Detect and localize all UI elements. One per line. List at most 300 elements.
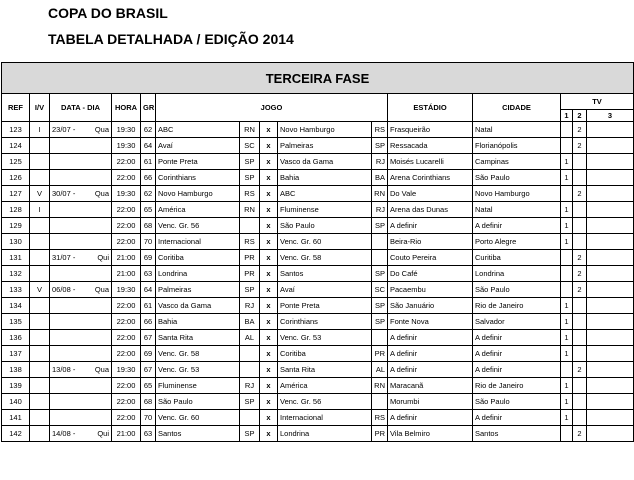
group-cell: 69 bbox=[141, 346, 156, 362]
tv-2-cell: 2 bbox=[573, 138, 587, 154]
home-state: SP bbox=[240, 426, 260, 442]
away-team: Internacional bbox=[278, 410, 372, 426]
tv-1-cell bbox=[561, 138, 573, 154]
home-team: Palmeiras bbox=[156, 282, 240, 298]
table-row bbox=[2, 186, 634, 202]
away-state: BA bbox=[372, 170, 388, 186]
versus-mark: x bbox=[260, 218, 278, 234]
away-state bbox=[372, 330, 388, 346]
ref-cell: 141 bbox=[2, 410, 30, 426]
away-team: Fluminense bbox=[278, 202, 372, 218]
ref-cell: 134 bbox=[2, 298, 30, 314]
tv-2-cell bbox=[573, 346, 587, 362]
weekday-value: Qua bbox=[94, 125, 109, 134]
away-team: Bahia bbox=[278, 170, 372, 186]
versus-mark: x bbox=[260, 282, 278, 298]
stadium-cell: Arena Corinthians bbox=[388, 170, 473, 186]
stadium-cell: Arena das Dunas bbox=[388, 202, 473, 218]
city-cell: Santos bbox=[473, 426, 561, 442]
group-cell: 64 bbox=[141, 282, 156, 298]
table-row bbox=[2, 170, 634, 186]
stadium-cell: Couto Pereira bbox=[388, 250, 473, 266]
ref-cell: 135 bbox=[2, 314, 30, 330]
iv-cell bbox=[30, 410, 50, 426]
tv-3-cell bbox=[587, 378, 634, 394]
table-row bbox=[2, 250, 634, 266]
ref-cell: 130 bbox=[2, 234, 30, 250]
away-state: RN bbox=[372, 186, 388, 202]
tv-3-cell bbox=[587, 250, 634, 266]
date-cell bbox=[50, 266, 112, 282]
city-cell: Natal bbox=[473, 122, 561, 138]
city-cell: São Paulo bbox=[473, 394, 561, 410]
stadium-cell: Morumbi bbox=[388, 394, 473, 410]
tv-1-cell: 1 bbox=[561, 394, 573, 410]
col-header-ref: REF bbox=[2, 94, 30, 122]
col-header-iv: I/V bbox=[30, 94, 50, 122]
away-state: RJ bbox=[372, 202, 388, 218]
date-cell bbox=[50, 426, 112, 442]
date-value: 31/07 - bbox=[52, 253, 76, 262]
away-team: São Paulo bbox=[278, 218, 372, 234]
group-cell: 70 bbox=[141, 234, 156, 250]
home-state: SP bbox=[240, 394, 260, 410]
home-state: SP bbox=[240, 154, 260, 170]
weekday-value: Qua bbox=[94, 285, 109, 294]
away-team: Santa Rita bbox=[278, 362, 372, 378]
col-header-cidade: CIDADE bbox=[473, 94, 561, 122]
away-team: Novo Hamburgo bbox=[278, 122, 372, 138]
tv-3-cell bbox=[587, 282, 634, 298]
versus-mark: x bbox=[260, 378, 278, 394]
iv-cell bbox=[30, 330, 50, 346]
date-cell bbox=[50, 298, 112, 314]
date-value: 06/08 - bbox=[52, 285, 76, 294]
versus-mark: x bbox=[260, 234, 278, 250]
group-cell: 68 bbox=[141, 218, 156, 234]
away-team: Venc. Gr. 53 bbox=[278, 330, 372, 346]
tv-2-cell: 2 bbox=[573, 250, 587, 266]
group-cell: 63 bbox=[141, 266, 156, 282]
table-row bbox=[2, 202, 634, 218]
stadium-cell: Maracanã bbox=[388, 378, 473, 394]
time-cell: 22:00 bbox=[112, 394, 141, 410]
tv-2-cell bbox=[573, 218, 587, 234]
ref-cell: 132 bbox=[2, 266, 30, 282]
tv-3-cell bbox=[587, 394, 634, 410]
weekday-value: Qui bbox=[97, 429, 109, 438]
tv-2-cell bbox=[573, 378, 587, 394]
date-value: 30/07 - bbox=[52, 189, 76, 198]
tv-2-cell bbox=[573, 202, 587, 218]
home-state: BA bbox=[240, 314, 260, 330]
tv-3-cell bbox=[587, 122, 634, 138]
phase-title: TERCEIRA FASE bbox=[2, 63, 634, 94]
time-cell: 21:00 bbox=[112, 266, 141, 282]
home-team: Venc. Gr. 53 bbox=[156, 362, 240, 378]
city-cell: Campinas bbox=[473, 154, 561, 170]
group-cell: 69 bbox=[141, 250, 156, 266]
away-state bbox=[372, 234, 388, 250]
away-team: ABC bbox=[278, 186, 372, 202]
home-team: Coritiba bbox=[156, 250, 240, 266]
time-cell: 19:30 bbox=[112, 362, 141, 378]
city-cell: São Paulo bbox=[473, 282, 561, 298]
ref-cell: 139 bbox=[2, 378, 30, 394]
col-header-hora: HORA bbox=[112, 94, 141, 122]
date-cell bbox=[50, 362, 112, 378]
table-row bbox=[2, 314, 634, 330]
away-team: Corinthians bbox=[278, 314, 372, 330]
ref-cell: 124 bbox=[2, 138, 30, 154]
iv-cell bbox=[30, 170, 50, 186]
time-cell: 22:00 bbox=[112, 314, 141, 330]
tv-1-cell: 1 bbox=[561, 154, 573, 170]
away-state: SP bbox=[372, 138, 388, 154]
home-team: Santa Rita bbox=[156, 330, 240, 346]
home-state: RN bbox=[240, 122, 260, 138]
table-row bbox=[2, 410, 634, 426]
time-cell: 19:30 bbox=[112, 186, 141, 202]
table-row bbox=[2, 282, 634, 298]
iv-cell bbox=[30, 314, 50, 330]
stadium-cell: A definir bbox=[388, 362, 473, 378]
stadium-cell: São Januário bbox=[388, 298, 473, 314]
table-row bbox=[2, 330, 634, 346]
weekday-value: Qua bbox=[94, 365, 109, 374]
tv-1-cell: 1 bbox=[561, 170, 573, 186]
away-state: RJ bbox=[372, 154, 388, 170]
home-state: RS bbox=[240, 186, 260, 202]
tv-3-cell bbox=[587, 202, 634, 218]
stadium-cell: Pacaembu bbox=[388, 282, 473, 298]
stadium-cell: Fonte Nova bbox=[388, 314, 473, 330]
schedule-rows bbox=[2, 122, 634, 442]
stadium-cell: Do Vale bbox=[388, 186, 473, 202]
away-state: RS bbox=[372, 410, 388, 426]
away-team: Londrina bbox=[278, 426, 372, 442]
tv-1-cell bbox=[561, 282, 573, 298]
home-state: SC bbox=[240, 138, 260, 154]
away-state: SP bbox=[372, 266, 388, 282]
home-team: São Paulo bbox=[156, 394, 240, 410]
tv-1-cell: 1 bbox=[561, 234, 573, 250]
stadium-cell: Beira-Rio bbox=[388, 234, 473, 250]
group-cell: 62 bbox=[141, 122, 156, 138]
tv-2-cell: 2 bbox=[573, 426, 587, 442]
tv-3-cell bbox=[587, 362, 634, 378]
home-team: Internacional bbox=[156, 234, 240, 250]
iv-cell bbox=[30, 154, 50, 170]
iv-cell bbox=[30, 362, 50, 378]
time-cell: 22:00 bbox=[112, 330, 141, 346]
away-state: SC bbox=[372, 282, 388, 298]
tv-2-cell bbox=[573, 234, 587, 250]
ref-cell: 125 bbox=[2, 154, 30, 170]
away-team: Vasco da Gama bbox=[278, 154, 372, 170]
away-state: PR bbox=[372, 426, 388, 442]
versus-mark: x bbox=[260, 314, 278, 330]
time-cell: 22:00 bbox=[112, 410, 141, 426]
time-cell: 21:00 bbox=[112, 426, 141, 442]
stadium-cell: A definir bbox=[388, 346, 473, 362]
date-cell bbox=[50, 314, 112, 330]
ref-cell: 129 bbox=[2, 218, 30, 234]
group-cell: 66 bbox=[141, 170, 156, 186]
versus-mark: x bbox=[260, 410, 278, 426]
col-header-gr: GR bbox=[141, 94, 156, 122]
away-state: SP bbox=[372, 218, 388, 234]
time-cell: 22:00 bbox=[112, 218, 141, 234]
stadium-cell: Frasqueirão bbox=[388, 122, 473, 138]
away-team: Santos bbox=[278, 266, 372, 282]
iv-cell bbox=[30, 394, 50, 410]
group-cell: 63 bbox=[141, 426, 156, 442]
versus-mark: x bbox=[260, 266, 278, 282]
date-value: 13/08 - bbox=[52, 365, 76, 374]
group-cell: 67 bbox=[141, 330, 156, 346]
tv-3-cell bbox=[587, 234, 634, 250]
table-row bbox=[2, 266, 634, 282]
time-cell: 22:00 bbox=[112, 202, 141, 218]
group-cell: 66 bbox=[141, 314, 156, 330]
time-cell: 22:00 bbox=[112, 298, 141, 314]
versus-mark: x bbox=[260, 394, 278, 410]
away-state: RS bbox=[372, 122, 388, 138]
time-cell: 22:00 bbox=[112, 234, 141, 250]
date-value: 23/07 - bbox=[52, 125, 76, 134]
versus-mark: x bbox=[260, 250, 278, 266]
city-cell: Rio de Janeiro bbox=[473, 298, 561, 314]
time-cell: 22:00 bbox=[112, 378, 141, 394]
home-state bbox=[240, 218, 260, 234]
tv-1-cell bbox=[561, 122, 573, 138]
away-state: SP bbox=[372, 298, 388, 314]
iv-cell bbox=[30, 138, 50, 154]
ref-cell: 137 bbox=[2, 346, 30, 362]
city-cell: Natal bbox=[473, 202, 561, 218]
ref-cell: 128 bbox=[2, 202, 30, 218]
versus-mark: x bbox=[260, 346, 278, 362]
date-cell bbox=[50, 186, 112, 202]
home-team: Vasco da Gama bbox=[156, 298, 240, 314]
city-cell: Rio de Janeiro bbox=[473, 378, 561, 394]
tv-3-cell bbox=[587, 170, 634, 186]
table-row bbox=[2, 138, 634, 154]
date-cell bbox=[50, 202, 112, 218]
iv-cell bbox=[30, 378, 50, 394]
group-cell: 62 bbox=[141, 186, 156, 202]
date-cell bbox=[50, 250, 112, 266]
date-cell bbox=[50, 330, 112, 346]
tv-2-cell bbox=[573, 170, 587, 186]
iv-cell bbox=[30, 426, 50, 442]
table-row bbox=[2, 234, 634, 250]
stadium-cell: A definir bbox=[388, 218, 473, 234]
group-cell: 65 bbox=[141, 378, 156, 394]
tv-1-cell bbox=[561, 362, 573, 378]
tv-1-cell: 1 bbox=[561, 314, 573, 330]
versus-mark: x bbox=[260, 298, 278, 314]
tv-3-cell bbox=[587, 410, 634, 426]
tv-2-cell bbox=[573, 410, 587, 426]
tv-3-cell bbox=[587, 218, 634, 234]
time-cell: 22:00 bbox=[112, 154, 141, 170]
tv-2-cell: 2 bbox=[573, 266, 587, 282]
away-state: PR bbox=[372, 346, 388, 362]
versus-mark: x bbox=[260, 170, 278, 186]
away-team: Coritiba bbox=[278, 346, 372, 362]
iv-cell bbox=[30, 298, 50, 314]
tv-3-cell bbox=[587, 186, 634, 202]
ref-cell: 123 bbox=[2, 122, 30, 138]
tv-1-cell bbox=[561, 186, 573, 202]
away-team: Ponte Preta bbox=[278, 298, 372, 314]
away-team: Venc. Gr. 56 bbox=[278, 394, 372, 410]
iv-cell bbox=[30, 234, 50, 250]
tv-3-cell bbox=[587, 426, 634, 442]
col-header-tv-3: 3 bbox=[587, 110, 634, 122]
city-cell: A definir bbox=[473, 346, 561, 362]
tv-3-cell bbox=[587, 330, 634, 346]
tv-1-cell: 1 bbox=[561, 410, 573, 426]
table-row bbox=[2, 218, 634, 234]
date-cell bbox=[50, 170, 112, 186]
iv-cell bbox=[30, 266, 50, 282]
document-subtitle: TABELA DETALHADA / EDIÇÃO 2014 bbox=[48, 31, 294, 47]
tv-1-cell: 1 bbox=[561, 346, 573, 362]
ref-cell: 142 bbox=[2, 426, 30, 442]
ref-cell: 131 bbox=[2, 250, 30, 266]
date-cell bbox=[50, 282, 112, 298]
iv-cell: V bbox=[30, 186, 50, 202]
tv-3-cell bbox=[587, 298, 634, 314]
home-state: RN bbox=[240, 202, 260, 218]
away-state: SP bbox=[372, 314, 388, 330]
home-team: Ponte Preta bbox=[156, 154, 240, 170]
col-header-estadio: ESTÁDIO bbox=[388, 94, 473, 122]
tv-3-cell bbox=[587, 266, 634, 282]
tv-1-cell: 1 bbox=[561, 298, 573, 314]
city-cell: Novo Hamburgo bbox=[473, 186, 561, 202]
table-row bbox=[2, 298, 634, 314]
time-cell: 19:30 bbox=[112, 282, 141, 298]
time-cell: 19:30 bbox=[112, 122, 141, 138]
col-header-jogo: JOGO bbox=[156, 94, 388, 122]
group-cell: 61 bbox=[141, 154, 156, 170]
home-team: Venc. Gr. 58 bbox=[156, 346, 240, 362]
home-state: PR bbox=[240, 250, 260, 266]
group-cell: 64 bbox=[141, 138, 156, 154]
tv-3-cell bbox=[587, 138, 634, 154]
tv-3-cell bbox=[587, 154, 634, 170]
col-header-tv-1: 1 bbox=[561, 110, 573, 122]
tv-2-cell bbox=[573, 330, 587, 346]
home-team: América bbox=[156, 202, 240, 218]
col-header-tv: TV bbox=[561, 94, 634, 110]
group-cell: 65 bbox=[141, 202, 156, 218]
city-cell: A definir bbox=[473, 218, 561, 234]
document-title: COPA DO BRASIL bbox=[48, 5, 168, 21]
tv-1-cell bbox=[561, 250, 573, 266]
iv-cell: I bbox=[30, 202, 50, 218]
date-cell bbox=[50, 154, 112, 170]
home-team: ABC bbox=[156, 122, 240, 138]
tv-1-cell: 1 bbox=[561, 330, 573, 346]
group-cell: 68 bbox=[141, 394, 156, 410]
table-row bbox=[2, 394, 634, 410]
iv-cell: V bbox=[30, 282, 50, 298]
weekday-value: Qui bbox=[97, 253, 109, 262]
stadium-cell: Moisés Lucarelli bbox=[388, 154, 473, 170]
tv-3-cell bbox=[587, 346, 634, 362]
tv-1-cell: 1 bbox=[561, 218, 573, 234]
tv-1-cell: 1 bbox=[561, 202, 573, 218]
ref-cell: 127 bbox=[2, 186, 30, 202]
tv-3-cell bbox=[587, 314, 634, 330]
home-state: AL bbox=[240, 330, 260, 346]
date-cell bbox=[50, 122, 112, 138]
date-cell bbox=[50, 234, 112, 250]
home-state: SP bbox=[240, 282, 260, 298]
table-row bbox=[2, 122, 634, 138]
away-state bbox=[372, 394, 388, 410]
col-header-date: DATA - DIA bbox=[50, 94, 112, 122]
city-cell: A definir bbox=[473, 362, 561, 378]
ref-cell: 136 bbox=[2, 330, 30, 346]
home-state: SP bbox=[240, 170, 260, 186]
stadium-cell: Do Café bbox=[388, 266, 473, 282]
group-cell: 67 bbox=[141, 362, 156, 378]
city-cell: Salvador bbox=[473, 314, 561, 330]
home-team: Londrina bbox=[156, 266, 240, 282]
ref-cell: 133 bbox=[2, 282, 30, 298]
away-team: Venc. Gr. 60 bbox=[278, 234, 372, 250]
city-cell: A definir bbox=[473, 330, 561, 346]
versus-mark: x bbox=[260, 122, 278, 138]
home-state: RS bbox=[240, 234, 260, 250]
time-cell: 21:00 bbox=[112, 250, 141, 266]
away-state: AL bbox=[372, 362, 388, 378]
versus-mark: x bbox=[260, 362, 278, 378]
away-team: Palmeiras bbox=[278, 138, 372, 154]
schedule-table bbox=[1, 62, 634, 442]
home-state bbox=[240, 362, 260, 378]
stadium-cell: A definir bbox=[388, 410, 473, 426]
city-cell: A definir bbox=[473, 410, 561, 426]
tv-1-cell bbox=[561, 266, 573, 282]
tv-2-cell: 2 bbox=[573, 282, 587, 298]
city-cell: Porto Alegre bbox=[473, 234, 561, 250]
weekday-value: Qua bbox=[94, 189, 109, 198]
home-team: Venc. Gr. 60 bbox=[156, 410, 240, 426]
stadium-cell: A definir bbox=[388, 330, 473, 346]
table-row bbox=[2, 426, 634, 442]
away-team: Venc. Gr. 58 bbox=[278, 250, 372, 266]
versus-mark: x bbox=[260, 186, 278, 202]
tv-2-cell bbox=[573, 394, 587, 410]
time-cell: 22:00 bbox=[112, 170, 141, 186]
versus-mark: x bbox=[260, 330, 278, 346]
iv-cell bbox=[30, 250, 50, 266]
city-cell: Florianópolis bbox=[473, 138, 561, 154]
date-cell bbox=[50, 346, 112, 362]
home-team: Santos bbox=[156, 426, 240, 442]
ref-cell: 126 bbox=[2, 170, 30, 186]
group-cell: 70 bbox=[141, 410, 156, 426]
away-team: Avaí bbox=[278, 282, 372, 298]
city-cell: São Paulo bbox=[473, 170, 561, 186]
